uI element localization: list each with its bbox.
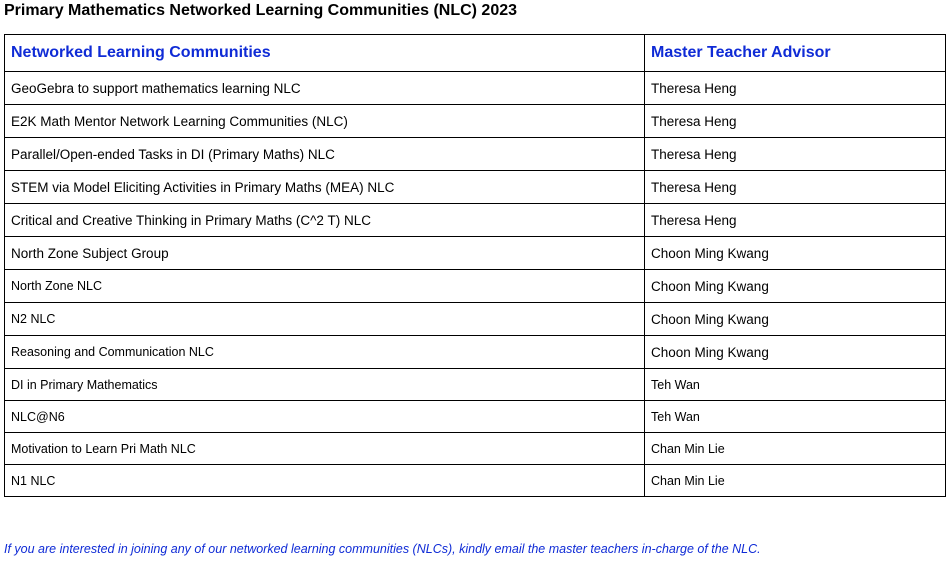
table-row	[5, 465, 946, 497]
community-cell: NLC@N6	[5, 401, 645, 433]
community-cell: GeoGebra to support mathematics learning NLC	[5, 72, 645, 105]
advisor-cell: Teh Wan	[645, 401, 946, 433]
table-row	[5, 204, 946, 237]
table-header-row	[5, 35, 946, 72]
advisor-cell: Chan Min Lie	[645, 465, 946, 497]
header-master-teacher-advisor: Master Teacher Advisor	[645, 35, 946, 72]
table-row	[5, 105, 946, 138]
table-row	[5, 336, 946, 369]
advisor-cell: Choon Ming Kwang	[645, 336, 946, 369]
community-cell: Motivation to Learn Pri Math NLC	[5, 433, 645, 465]
table-row	[5, 303, 946, 336]
advisor-cell: Theresa Heng	[645, 204, 946, 237]
table-row	[5, 138, 946, 171]
advisor-cell: Theresa Heng	[645, 72, 946, 105]
table-row	[5, 369, 946, 401]
table-row	[5, 237, 946, 270]
community-cell: Critical and Creative Thinking in Primary Maths (C^2 T) NLC	[5, 204, 645, 237]
advisor-cell: Chan Min Lie	[645, 433, 946, 465]
table-row	[5, 171, 946, 204]
header-networked-learning-communities: Networked Learning Communities	[5, 35, 645, 72]
advisor-cell: Choon Ming Kwang	[645, 237, 946, 270]
table-row	[5, 270, 946, 303]
advisor-cell: Choon Ming Kwang	[645, 303, 946, 336]
community-cell: Parallel/Open-ended Tasks in DI (Primary Maths) NLC	[5, 138, 645, 171]
advisor-cell: Choon Ming Kwang	[645, 270, 946, 303]
community-cell: N2 NLC	[5, 303, 645, 336]
advisor-cell: Theresa Heng	[645, 138, 946, 171]
advisor-cell: Theresa Heng	[645, 171, 946, 204]
advisor-cell: Theresa Heng	[645, 105, 946, 138]
community-cell: N1 NLC	[5, 465, 645, 497]
page-title: Primary Mathematics Networked Learning Communities (NLC) 2023	[4, 2, 518, 19]
community-cell: STEM via Model Eliciting Activities in Primary Maths (MEA) NLC	[5, 171, 645, 204]
table-row	[5, 401, 946, 433]
table-row	[5, 433, 946, 465]
footnote: If you are interested in joining any of our networked learning communities (NLCs), kindly email the master teachers in-charge of the NLC.	[4, 542, 761, 556]
nlc-table	[4, 34, 946, 497]
community-cell: North Zone NLC	[5, 270, 645, 303]
advisor-cell: Teh Wan	[645, 369, 946, 401]
community-cell: DI in Primary Mathematics	[5, 369, 645, 401]
table-row	[5, 72, 946, 105]
community-cell: E2K Math Mentor Network Learning Communities (NLC)	[5, 105, 645, 138]
community-cell: North Zone Subject Group	[5, 237, 645, 270]
community-cell: Reasoning and Communication NLC	[5, 336, 645, 369]
